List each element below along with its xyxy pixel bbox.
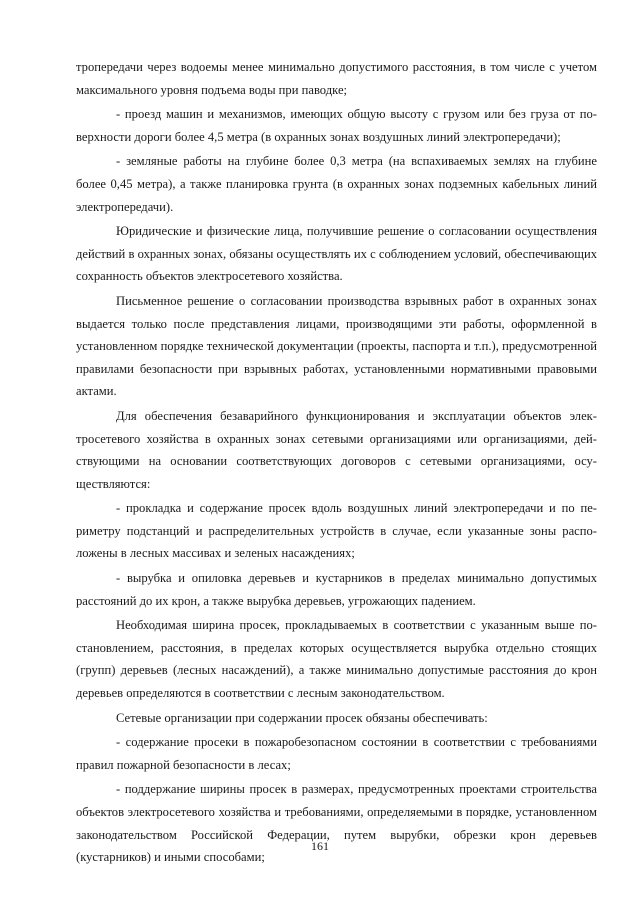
paragraph-4: Юридические и физические лица, получившие решение о согласовании осуществления действий в охранных зонах, обязаны осуществлять их с соблюдением условий, обеспечивающих сохранность объектов электросетевого хозяйства. [76,224,597,284]
paragraph-10: Сетевые организации при содержании просек обязаны обеспечивать: [116,710,488,725]
paragraph-12: - поддержание ширины просек в размерах, предусмотренных проектами строительства объектов электросетевого хозяйства и требованиями, определяемыми в порядке, установленном законодательством Российской Федерации, путем вырубки, обрезки крон деревьев (кустарников) и иными способами; [76,782,597,865]
paragraph-1: тропередачи через водоемы менее минимально допустимого расстояния, в том числе с учетом максимального уровня подъема воды при паводке; [76,60,597,97]
paragraph-7: - прокладка и содержание просек вдоль воздушных линий электропередачи и по периметру подстанций и распределительных устройств в случае, если указанные зоны расположены в лесных массивах и зеленых насаждениях; [76,501,597,561]
paragraph-9: Необходимая ширина просек, прокладываемых в соответствии с указанным выше постановлением, расстояния, в пределах которых осуществляется вырубка отдельно стоящих (групп) деревьев (лесных насаждений), а также минимально допустимые расстояния до крон деревьев определяются в соответствии с лесным законодательством. [76,618,597,701]
paragraph-11: - содержание просеки в пожаробезопасном состоянии в соответствии с требованиями правил пожарной безопасности в лесах; [76,735,597,772]
page-number: 161 [311,839,329,853]
page-body [76,56,597,871]
paragraph-2: - проезд машин и механизмов, имеющих общую высоту с грузом или без груза от поверхности дороги более 4,5 метра (в охранных зонах воздушных линий электропередачи); [76,107,597,144]
paragraph-6: Для обеспечения безаварийного функционирования и эксплуатации объектов электросетевого хозяйства в охранных зонах сетевыми организациями или организациями, действующими на основании соответствующих договоров с сетевыми организациями, осуществляются: [76,408,597,491]
paragraph-3: - земляные работы на глубине более 0,3 метра (на вспахиваемых землях на глубине более 0,45 метра), а также планировка грунта (в охранных зонах подземных кабельных линий электропередачи). [76,154,597,214]
paragraph-8: - вырубка и опиловка деревьев и кустарников в пределах минимально допустимых расстояний до их крон, а также вырубка деревьев, угрожающих падением. [76,571,597,608]
paragraph-5: Письменное решение о согласовании производства взрывных работ в охранных зонах выдается только после представления лицами, производящими эти работы, оформленной в установленном порядке технической документации (проекты, паспорта и т.п.), предусмотренной правилами безопасности при взрывных работах, установленными нормативными правовыми актами. [76,293,597,399]
